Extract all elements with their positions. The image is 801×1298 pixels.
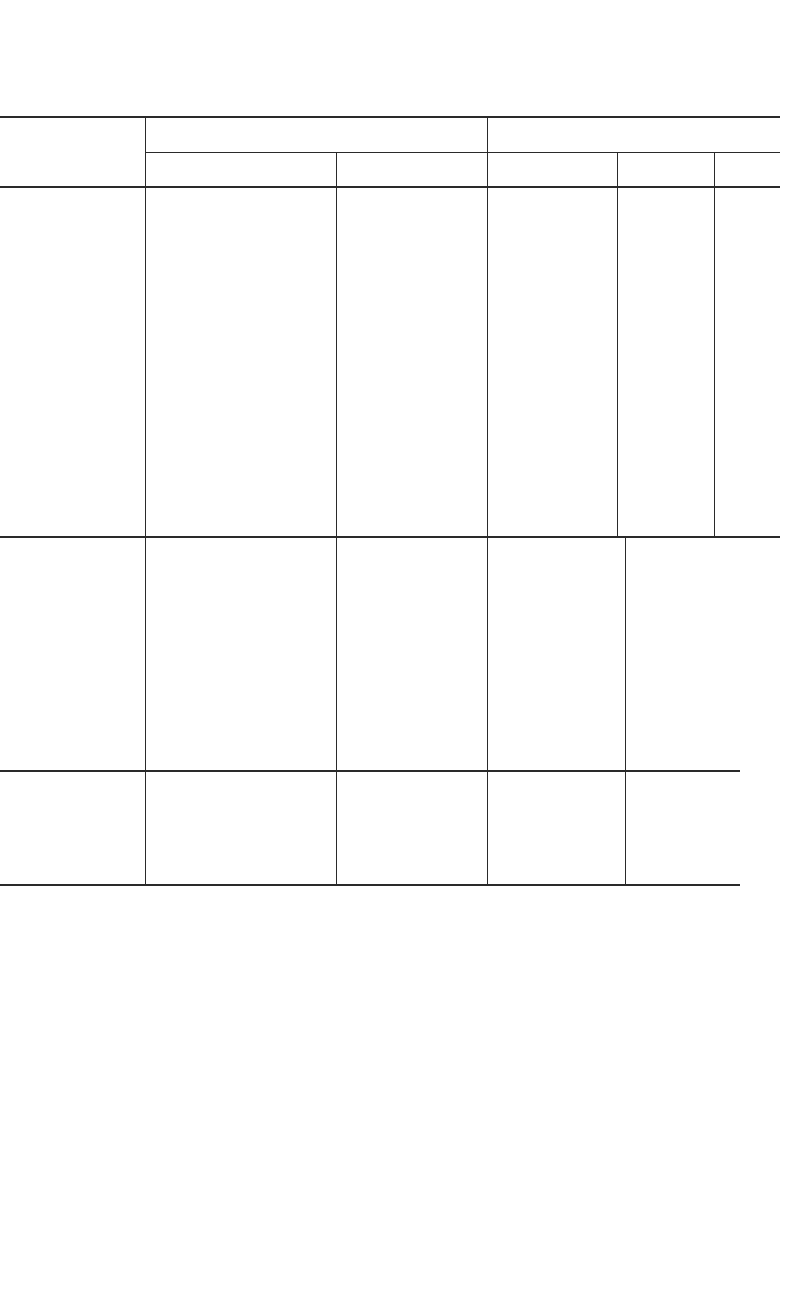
rule-cattle-end (0, 536, 780, 538)
vrule-pigs-2 (336, 536, 337, 884)
vrule-cattle-2 (336, 152, 337, 536)
vrule-cattle-3 (487, 116, 488, 536)
rule-sub-header (0, 186, 780, 188)
vrule-pigs-1 (145, 536, 146, 884)
vrule-cattle-5 (714, 152, 715, 536)
vrule-cattle-1 (145, 116, 146, 536)
vrule-pigs-4 (625, 536, 626, 884)
rule-group-header (145, 152, 780, 153)
vrule-cattle-4 (617, 152, 618, 536)
rule-pigs-end (0, 770, 740, 772)
vrule-pigs-3 (487, 536, 488, 884)
rule-sheep-end (0, 884, 740, 886)
rule-top (0, 116, 780, 118)
